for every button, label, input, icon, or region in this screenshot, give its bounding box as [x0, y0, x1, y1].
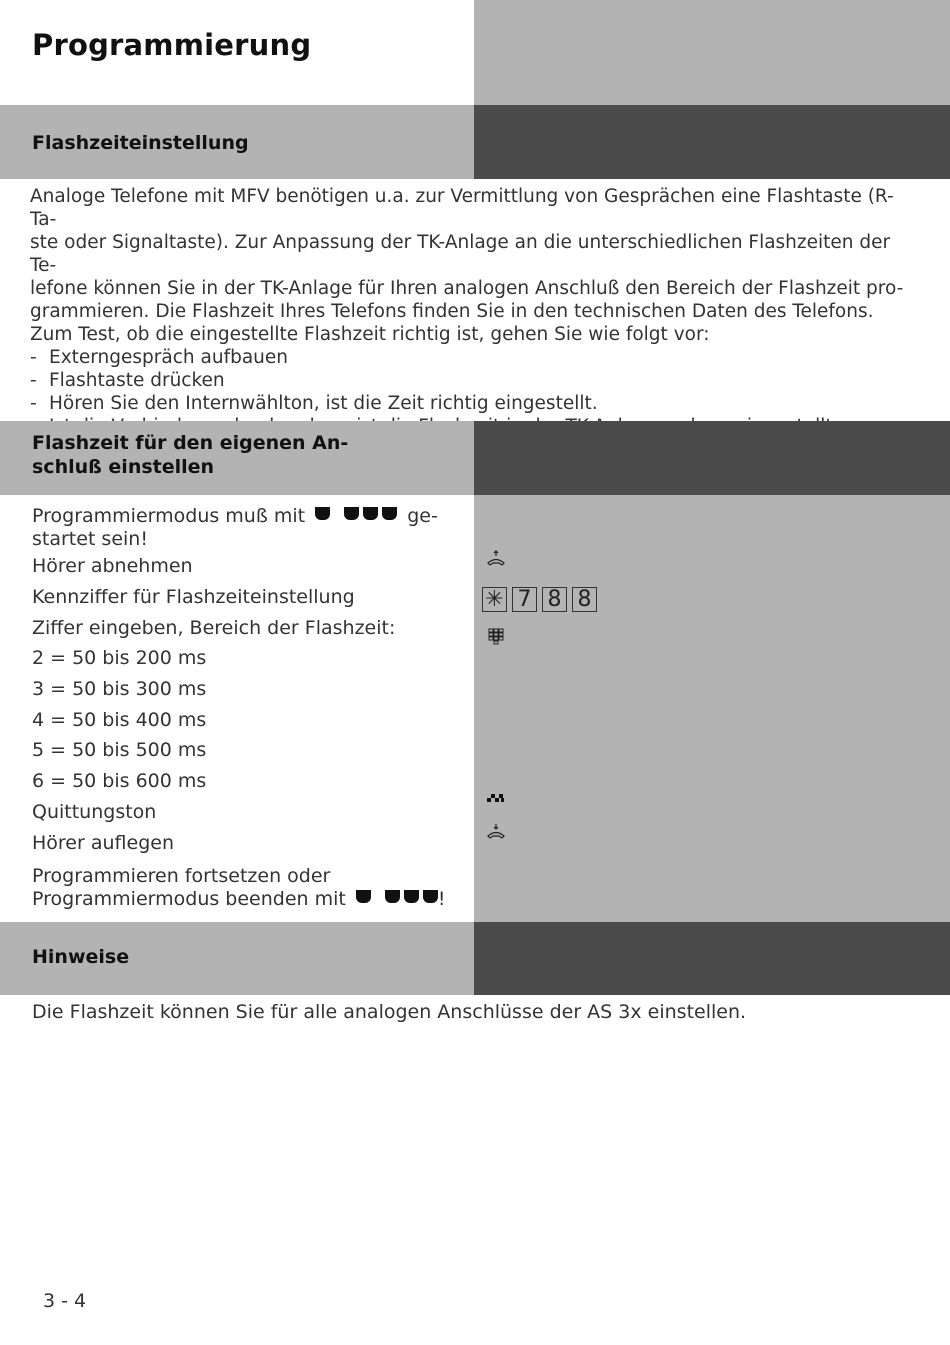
range-option: 2 = 50 bis 200 ms: [32, 647, 207, 669]
section-heading: Flashzeiteinstellung: [32, 132, 249, 154]
list-item: - Externgespräch aufbauen: [30, 346, 910, 369]
list-item: - Hören Sie den Internwählton, ist die Zeit richtig eingestellt.: [30, 392, 910, 415]
star-key: ✳: [482, 587, 507, 612]
step-start-programming: [32, 505, 438, 527]
digit-key: 8: [572, 587, 597, 612]
handset-lift-icon: [486, 550, 506, 572]
step-code: Kennziffer für Flashzeiteinstellung: [32, 586, 355, 608]
digit-key: 8: [542, 587, 567, 612]
range-option: 6 = 50 bis 600 ms: [32, 770, 207, 792]
section-header-dark-panel: [474, 922, 950, 995]
section-heading-line: Flashzeit für den eigenen An-: [32, 432, 349, 454]
section-heading: [32, 431, 348, 479]
step-hang-up: Hörer auflegen: [32, 832, 174, 854]
paragraph-line: Analoge Telefone mit MFV benötigen u.a. zur Vermittlung von Gesprächen eine Flashtaste (R-Ta-: [30, 186, 894, 230]
step-text: Programmiermodus beenden mit: [32, 888, 346, 910]
page-number: 3 - 4: [43, 1290, 87, 1312]
section-heading-line: schluß einstellen: [32, 456, 215, 478]
header-gray-panel: [474, 0, 950, 105]
page-title: Programmierung: [32, 28, 312, 62]
hinweise-text: Die Flashzeit können Sie für alle analogen Anschlüsse der AS 3x einstellen.: [32, 1001, 747, 1023]
programming-keys-icon: [315, 505, 397, 527]
range-option: 5 = 50 bis 500 ms: [32, 739, 207, 761]
section-header-dark-panel: [474, 421, 950, 495]
confirmation-tone-icon: [486, 789, 506, 808]
section-header-hinweise: [0, 922, 474, 995]
code-keys: [482, 587, 602, 612]
intro-paragraph: [30, 185, 910, 438]
range-option: 3 = 50 bis 300 ms: [32, 678, 207, 700]
digit-key: 7: [512, 587, 537, 612]
step-end: [32, 888, 446, 910]
list-item: - Flashtaste drücken: [30, 369, 910, 392]
section-header-flashzeit: [0, 105, 474, 179]
step-text: !: [437, 888, 446, 910]
programming-keys-icon: [356, 888, 438, 910]
paragraph-line: grammieren. Die Flashzeit Ihres Telefons finden Sie in den technischen Daten des Telefons.: [30, 301, 874, 322]
instruction-icon-column: [474, 495, 950, 922]
section-heading: Hinweise: [32, 946, 130, 968]
step-digit: Ziffer eingeben, Bereich der Flashzeit:: [32, 617, 396, 639]
section-header-eigener-anschluss: [0, 421, 474, 495]
paragraph-line: Zum Test, ob die eingestellte Flashzeit richtig ist, gehen Sie wie folgt vor:: [30, 324, 710, 345]
paragraph-line: lefone können Sie in der TK-Anlage für Ihren analogen Anschluß den Bereich der Flashzeit pro-: [30, 278, 904, 299]
step-text: startet sein!: [32, 528, 148, 550]
step-ack-tone: Quittungston: [32, 801, 157, 823]
handset-hangup-icon: [486, 823, 506, 845]
step-lift-handset: Hörer abnehmen: [32, 555, 193, 577]
step-end-a: Programmieren fortsetzen oder: [32, 865, 331, 887]
paragraph-line: ste oder Signaltaste). Zur Anpassung der TK-Anlage an die unterschiedlichen Flashzeiten der Te-: [30, 232, 891, 276]
section-header-dark-panel: [474, 105, 950, 179]
keypad-icon: [488, 628, 504, 652]
range-option: 4 = 50 bis 400 ms: [32, 709, 207, 731]
step-text: ge-: [407, 505, 438, 527]
step-text: Programmiermodus muß mit: [32, 505, 306, 527]
